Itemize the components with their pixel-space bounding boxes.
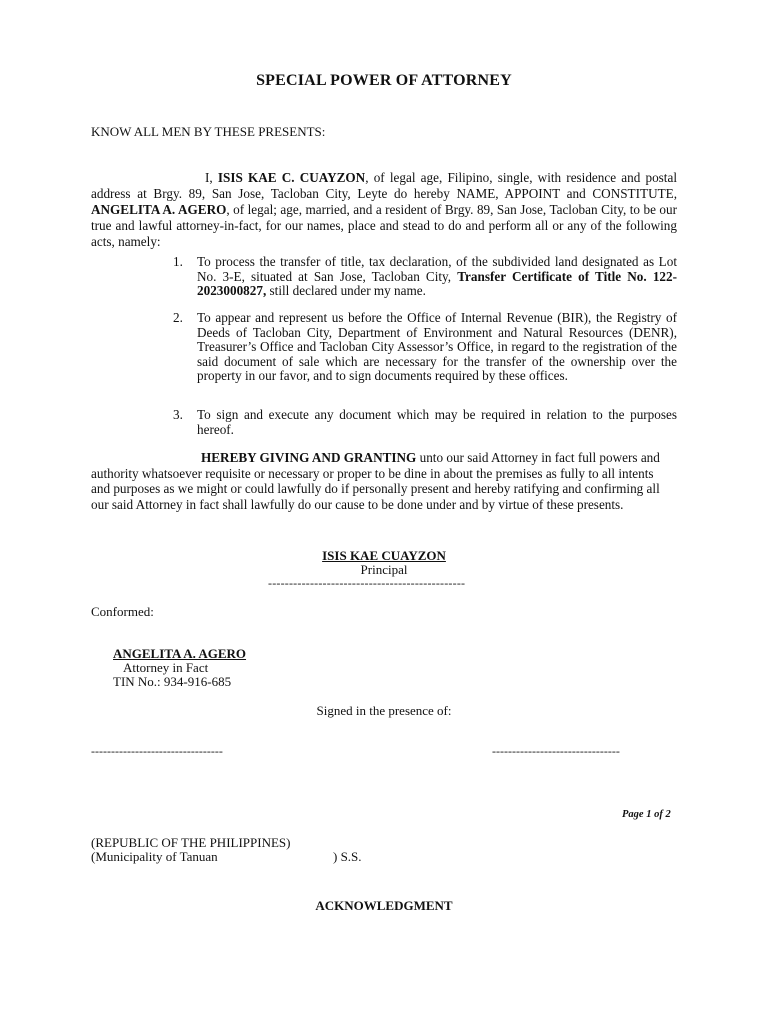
venue-ss: ) S.S.: [333, 849, 362, 864]
venue-municipality: (Municipality of Tanuan: [91, 849, 218, 864]
granting-paragraph: [91, 450, 661, 512]
agent-name-inline: ANGELITA A. AGERO: [91, 202, 227, 217]
agent-signature-name: ANGELITA A. AGERO: [113, 646, 247, 661]
list-item: [173, 408, 677, 437]
list-item: [173, 311, 677, 384]
venue-republic: (REPUBLIC OF THE PHILIPPINES): [91, 835, 291, 850]
principal-name-inline: ISIS KAE C. CUAYZON: [217, 170, 366, 185]
granting-text: unto our said Attorney in fact full powers and authority whatsoever requisite or necessary or proper to be dine in about the premises as fully to all intents and purposes as we might or could lawfully do if personally present and hereby ratifying and confirming all our said Attorney in fact shall lawfully do our cause to be done under and by virtue of these presents.: [91, 450, 660, 512]
list-item-number: 1.: [173, 254, 183, 269]
appointment-text-c: , of legal; age, married, and a resident of Brgy. 89, San Jose, Tacloban City, to be our true and lawful attorney-in-fact, for our names, place and stead to do and perform all or any of the following acts, namely:: [91, 202, 677, 249]
appointment-text-b: , of legal age, Filipino, single, with residence and postal address at Brgy. 89, San Jose, Tacloban City, Leyte do hereby NAME, APPOINT and CONSTITUTE,: [91, 170, 677, 201]
list-item-number: 3.: [173, 407, 183, 422]
witness-line-right: --------------------------------: [492, 744, 620, 758]
appointment-paragraph: [91, 170, 677, 250]
intro-line: KNOW ALL MEN BY THESE PRESENTS:: [91, 124, 326, 139]
granting-heading: HEREBY GIVING AND GRANTING: [201, 450, 417, 465]
tct-number: Transfer Certificate of Title No. 122-2023000827,: [197, 268, 677, 298]
list-item-text: To sign and execute any document which may be required in relation to the purposes hereof.: [197, 407, 677, 437]
principal-signature-line: -----------------------------------------------: [268, 576, 466, 590]
agent-role: Attorney in Fact: [123, 660, 209, 675]
page-number: Page 1 of 2: [622, 809, 671, 820]
agent-tin: TIN No.: 934-916-685: [113, 674, 232, 689]
conformed-label: Conformed:: [91, 604, 154, 619]
list-item-text: To appear and represent us before the Office of Internal Revenue (BIR), the Registry of Deeds of Tacloban City, Department of Environment and Natural Resources (DENR), Treasurer’s Office and Tacloban City Assessor’s Office, in regard to the registration of the said document of sale which are necessary for the transfer of the ownership over the property in our favor, and to sign documents required by these offices.: [197, 310, 677, 383]
list-item-text: To process the transfer of title, tax declaration, of the subdivided land designated as Lot No. 3-E, situated at San Jose, Tacloban City, Transfer Certificate of Title No. 122-2023000827, still declared under my name.: [197, 254, 677, 298]
document-title: SPECIAL POWER OF ATTORNEY: [256, 72, 512, 89]
acknowledgment-heading: ACKNOWLEDGMENT: [315, 898, 453, 913]
appointment-text-a: I,: [205, 170, 218, 185]
principal-signature-name: ISIS KAE CUAYZON: [322, 548, 446, 563]
witness-label: Signed in the presence of:: [316, 703, 452, 718]
list-item-number: 2.: [173, 310, 183, 325]
witness-line-left: ---------------------------------: [91, 744, 223, 758]
list-item: [173, 255, 677, 299]
principal-role: Principal: [360, 562, 408, 577]
